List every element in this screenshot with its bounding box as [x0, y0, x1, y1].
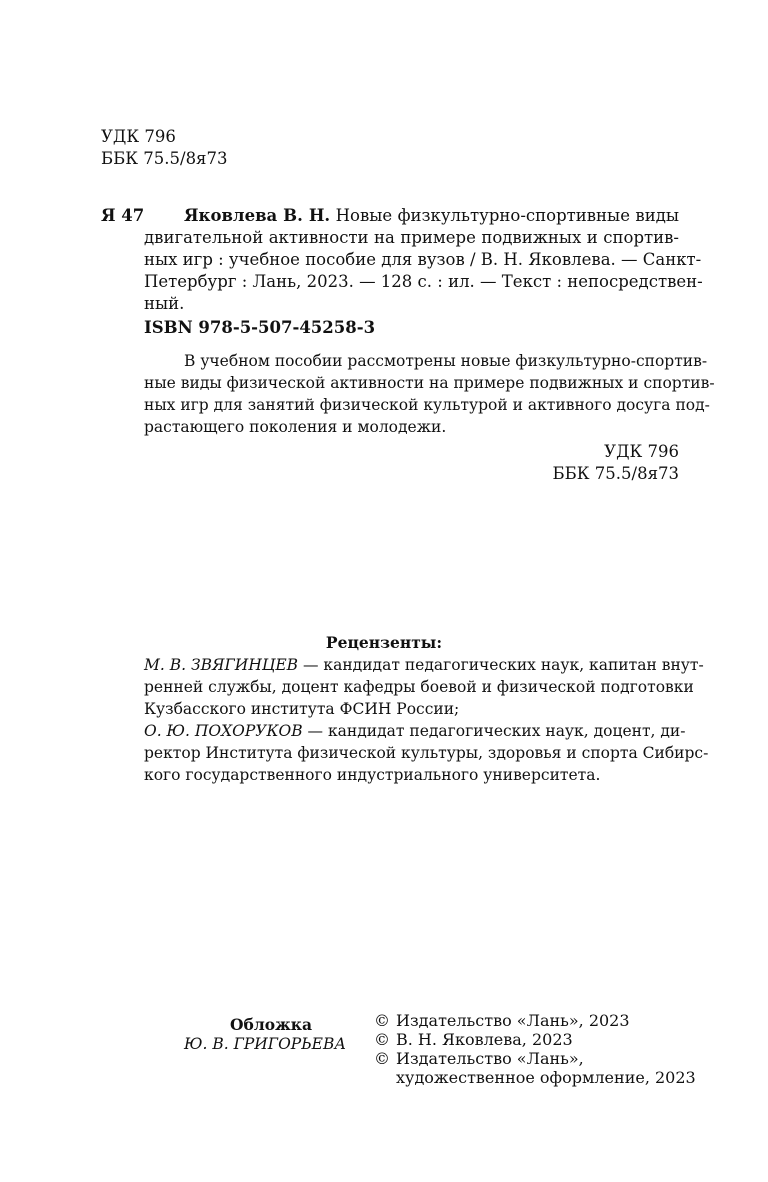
copyright-text-2: В. Н. Яковлева, 2023	[396, 1030, 573, 1049]
copyright-text-1: Издательство «Лань», 2023	[396, 1011, 630, 1030]
catalog-entry	[144, 205, 703, 315]
reviewer-2-name: О. Ю. ПОХОРУКОВ	[144, 722, 303, 740]
copyright-icon: ©	[374, 1030, 390, 1049]
copyright-line-2	[374, 1030, 573, 1049]
catalog-entry-line-4: Петербург : Лань, 2023. — 128 с. : ил. — Текст : непосредствен-	[144, 272, 703, 291]
udk-code-right: УДК 796	[604, 442, 679, 461]
catalog-entry-title-start: Новые физкультурно-спортивные виды	[335, 206, 679, 225]
copyright-line-4: художественное оформление, 2023	[396, 1068, 696, 1087]
copyright-icon: ©	[374, 1049, 390, 1068]
catalog-entry-line-2: двигательной активности на примере подвижных и спортив-	[144, 228, 679, 247]
reviewers-title: Рецензенты:	[325, 633, 443, 652]
reviewers-list	[144, 654, 709, 786]
annotation-line-4: растающего поколения и молодежи.	[144, 418, 447, 436]
cover-label: Обложка	[230, 1015, 312, 1034]
catalog-entry-line-5: ный.	[144, 294, 185, 313]
reviewer-1-line-3: Кузбасского института ФСИН России;	[144, 700, 460, 718]
catalog-entry-line-3: ных игр : учебное пособие для вузов / В. Н. Яковлева. — Санкт-	[144, 250, 702, 269]
reviewer-2-line-2: ректор Института физической культуры, здоровья и спорта Сибирс-	[144, 744, 709, 762]
reviewer-1-line-2: ренней службы, доцент кафедры боевой и физической подготовки	[144, 678, 694, 696]
reviewer-1-desc: — кандидат педагогических наук, капитан внут-	[298, 656, 704, 674]
copyright-line-1	[374, 1011, 630, 1030]
catalog-entry-line-1	[144, 205, 679, 227]
cover-designer: Ю. В. ГРИГОРЬЕВА	[184, 1035, 347, 1053]
isbn: ISBN 978-5-507-45258-3	[144, 318, 376, 337]
annotation	[144, 350, 715, 438]
reviewer-2-line-1	[144, 720, 686, 742]
reviewer-1-line-1	[144, 654, 704, 676]
annotation-line-1: В учебном пособии рассмотрены новые физкультурно-спортив-	[184, 352, 708, 370]
reviewer-2-line-3: кого государственного индустриального университета.	[144, 766, 601, 784]
copyright-icon: ©	[374, 1011, 390, 1030]
reviewer-1-name: М. В. ЗВЯГИНЦЕВ	[144, 656, 299, 674]
copyright-line-3	[374, 1049, 584, 1068]
reviewer-2-desc: — кандидат педагогических наук, доцент, ди-	[302, 722, 686, 740]
catalog-entry-code: Я 47	[101, 206, 145, 225]
annotation-line-3: ных игр для занятий физической культурой и активного досуга под-	[144, 396, 710, 414]
bbk-code-right: ББК 75.5/8я73	[552, 464, 679, 483]
annotation-line-2: ные виды физической активности на примере подвижных и спортив-	[144, 374, 715, 392]
author-name: Яковлева В. Н.	[184, 206, 331, 225]
bbk-code-top: ББК 75.5/8я73	[101, 149, 228, 168]
udk-code-top: УДК 796	[101, 127, 176, 146]
copyright-text-3: Издательство «Лань»,	[396, 1049, 584, 1068]
